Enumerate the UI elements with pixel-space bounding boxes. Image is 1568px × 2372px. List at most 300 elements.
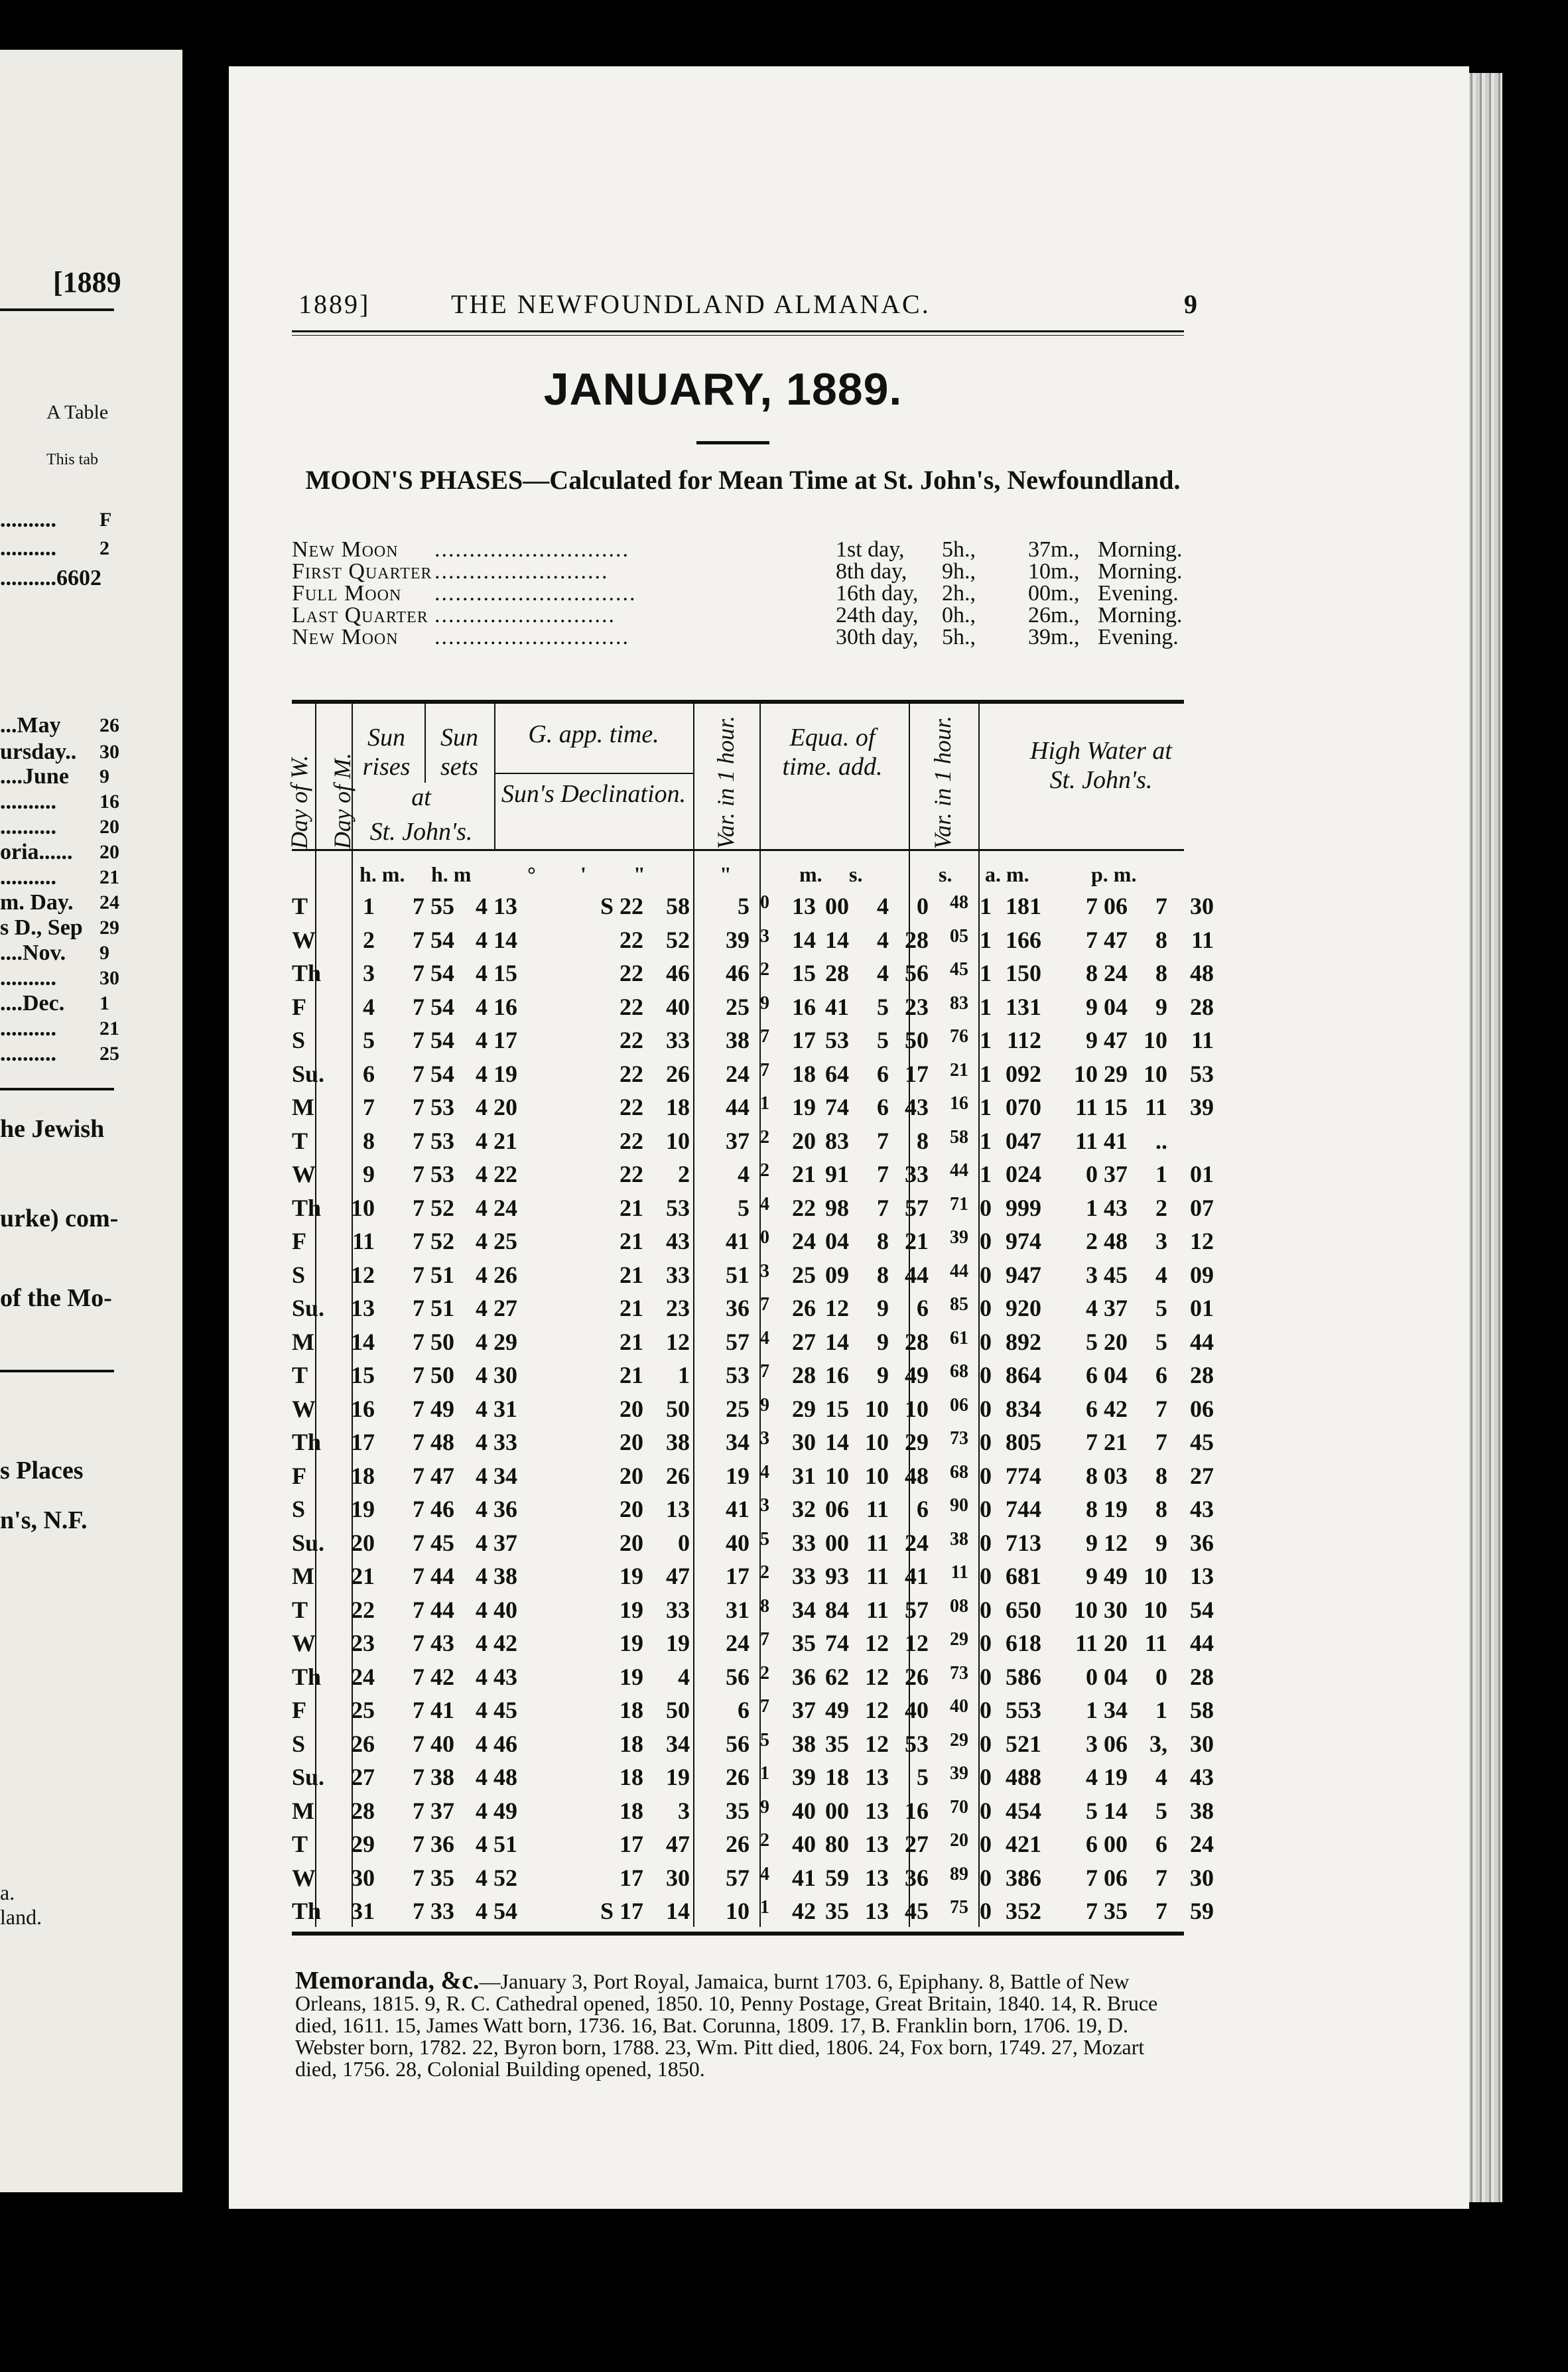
- cell-var-a-frac: 16: [825, 1362, 849, 1388]
- cell-decl-sec: 5: [738, 893, 750, 919]
- cell-hw-am: 6 00: [1086, 1831, 1128, 1857]
- table-row: [292, 1495, 1214, 1522]
- cell-var-a-frac: 14: [825, 1429, 849, 1455]
- cell-hw-pm-h: 1: [1155, 1697, 1167, 1723]
- cell-sunset: 4 21: [476, 1127, 517, 1154]
- cell-var-b-frac: 947: [1006, 1261, 1041, 1288]
- cell-eq-min: 7: [877, 1127, 889, 1154]
- cell-sunrise: 7 53: [413, 1127, 454, 1154]
- cell-var-a-int: 31: [792, 1462, 816, 1489]
- cell-day-of-month: 16: [351, 1395, 375, 1422]
- cell-var-b-int: 1: [980, 893, 992, 919]
- left-header-rule: [0, 308, 114, 311]
- cell-eq-sec: 49: [905, 1362, 929, 1388]
- cell-hw-pm-m: 09: [1190, 1261, 1214, 1288]
- table-row: [292, 1160, 1214, 1187]
- cell-var-b-int: 0: [980, 1462, 992, 1489]
- cell-decl-frac: 3: [760, 1495, 769, 1516]
- table-row: [292, 1528, 1214, 1556]
- cell-sunset: 4 49: [476, 1797, 517, 1824]
- cell-var-b-frac: 070: [1006, 1094, 1041, 1120]
- cell-day-of-month: 1: [363, 893, 375, 919]
- cell-decl-sec: 46: [726, 960, 750, 986]
- cell-decl-sec: 25: [726, 993, 750, 1020]
- header-st-johns: St. John's.: [369, 818, 473, 846]
- cell-hw-pm-m: 28: [1190, 1362, 1214, 1388]
- cell-eq-sec: 21: [905, 1228, 929, 1254]
- cell-decl-min: 34: [666, 1730, 690, 1757]
- cell-hw-pm-h: 9: [1155, 993, 1167, 1020]
- cell-day-of-month: 22: [351, 1596, 375, 1623]
- cell-var-a-int: 15: [792, 960, 816, 986]
- cell-eq-sec: 36: [905, 1864, 929, 1891]
- cell-hw-pm-m: 59: [1190, 1898, 1214, 1924]
- left-dotted-entry: oria......: [0, 840, 73, 864]
- cell-decl-min: 26: [666, 1060, 690, 1087]
- cell-sunset: 4 38: [476, 1563, 517, 1589]
- cell-hw-am: 8 03: [1086, 1462, 1128, 1489]
- cell-day-of-week: S: [292, 1496, 306, 1522]
- almanac-page: [229, 66, 1469, 2209]
- cell-var-b-frac: 974: [1006, 1228, 1041, 1254]
- cell-var-a-int: 27: [792, 1328, 816, 1355]
- cell-eq-sec: 8: [917, 1127, 929, 1154]
- left-page-fragment: [0, 50, 182, 2192]
- left-dotted-number: F: [99, 509, 112, 531]
- cell-decl-frac: 7: [760, 1361, 769, 1382]
- cell-var-a-frac: 00: [825, 1797, 849, 1824]
- cell-sunrise: 7 45: [413, 1529, 454, 1556]
- moon-phase-time: Morning.: [1098, 603, 1183, 627]
- cell-var-b-frac: 352: [1006, 1898, 1041, 1924]
- cell-sunrise: 7 52: [413, 1228, 454, 1254]
- cell-sunset: 4 19: [476, 1060, 517, 1087]
- cell-decl-deg: 22: [620, 960, 643, 986]
- cell-decl-sec: 19: [726, 1462, 750, 1489]
- cell-eq-min: 11: [866, 1496, 889, 1522]
- cell-var-a-frac: 59: [825, 1864, 849, 1891]
- cell-var-b-frac: 920: [1006, 1295, 1041, 1321]
- cell-sunrise: 7 54: [413, 1027, 454, 1053]
- moon-phase-time: Morning.: [1098, 559, 1183, 584]
- cell-day-of-week: T: [292, 1362, 308, 1388]
- cell-var-a-frac: 09: [825, 1261, 849, 1288]
- cell-sunset: 4 42: [476, 1630, 517, 1656]
- cell-decl-sec: 44: [726, 1094, 750, 1120]
- cell-decl-min: 43: [666, 1228, 690, 1254]
- cell-var-a-frac: 83: [825, 1127, 849, 1154]
- cell-day-of-month: 28: [351, 1797, 375, 1824]
- cell-sunset: 4 29: [476, 1328, 517, 1355]
- cell-sunset: 4 34: [476, 1462, 517, 1489]
- cell-decl-frac: 1: [760, 1093, 769, 1114]
- cell-var-a-frac: 14: [825, 1328, 849, 1355]
- cell-day-of-week: Th: [292, 1898, 322, 1924]
- col-line: [425, 703, 426, 783]
- moon-phase-row: [292, 625, 1194, 650]
- cell-var-a-frac: 18: [825, 1764, 849, 1790]
- cell-sunrise: 7 36: [413, 1831, 454, 1857]
- cell-var-b-frac: 488: [1006, 1764, 1041, 1790]
- cell-decl-sec: 4: [738, 1161, 750, 1187]
- cell-day-of-month: 19: [351, 1496, 375, 1522]
- cell-hw-pm-m: 01: [1190, 1295, 1214, 1321]
- cell-decl-sec: 53: [726, 1362, 750, 1388]
- cell-hw-am: 8 24: [1086, 960, 1128, 986]
- table-row: [292, 925, 1214, 953]
- cell-decl-sec: 57: [726, 1328, 750, 1355]
- cell-eq-sec: 45: [905, 1898, 929, 1924]
- cell-hw-am: 2 48: [1086, 1228, 1128, 1254]
- cell-decl-frac: 8: [760, 1595, 769, 1616]
- cell-decl-frac: 3: [760, 1260, 769, 1282]
- cell-var-a-int: 20: [792, 1127, 816, 1154]
- moon-phase-day: 24th day,: [836, 603, 919, 627]
- moon-phase-dots: ............................: [434, 537, 629, 562]
- cell-eq-sec: 16: [905, 1797, 929, 1824]
- cell-decl-frac: 9: [760, 992, 769, 1014]
- cell-var-a-frac: 74: [825, 1630, 849, 1656]
- cell-var-a-frac: 14: [825, 926, 849, 953]
- cell-day-of-week: F: [292, 1228, 306, 1254]
- cell-day-of-month: 21: [351, 1563, 375, 1589]
- cell-sunset: 4 27: [476, 1295, 517, 1321]
- cell-decl-min: 50: [666, 1395, 690, 1422]
- left-dotted-entry: ....Nov.: [0, 941, 66, 965]
- cell-day-of-month: 20: [351, 1529, 375, 1556]
- cell-hw-pm-h: 7: [1155, 1864, 1167, 1891]
- cell-var-a-int: 42: [792, 1898, 816, 1924]
- cell-hw-pm-h: 1: [1155, 1161, 1167, 1187]
- cell-decl-sec: 31: [726, 1596, 750, 1623]
- cell-sunset: 4 24: [476, 1194, 517, 1221]
- cell-sunrise: 7 44: [413, 1596, 454, 1623]
- left-dotted-entry: m. Day.: [0, 890, 74, 915]
- cell-decl-frac: 9: [760, 1394, 769, 1416]
- memoranda-text: —January 3, Port Royal, Jamaica, burnt 1703. 6, Epiphany. 8, Battle of New Orleans, 1815. 9, R. C. Cathedral opened, 1850. 10, Penny Postage, Great Britain, 1840. 14, R. Bruce died, 1611. 15, James Watt born, 1736. 16, Bat. Corunna, 1809. 17, B. Franklin born, 1706. 19, D. Webster born, 1782. 22, Byron born, 1788. 23, Wm. Pitt died, 1806. 24, Fox born, 1749. 27, Mozart died, 1756. 28, Colonial Building opened, 1850.: [295, 1969, 1158, 2081]
- cell-day-of-month: 24: [351, 1663, 375, 1690]
- cell-decl-min: 19: [666, 1764, 690, 1790]
- cell-var-b-int: 0: [980, 1328, 992, 1355]
- cell-hw-pm-h: 10: [1143, 1027, 1167, 1053]
- cell-var-b-frac: 181: [1006, 893, 1041, 919]
- cell-sunset: 4 26: [476, 1261, 517, 1288]
- cell-hw-am: 11 15: [1075, 1094, 1128, 1120]
- cell-hw-pm-h: 8: [1155, 1462, 1167, 1489]
- left-dotted-number: 9: [99, 942, 109, 964]
- left-line: A Table: [46, 401, 109, 423]
- cell-var-a-int: 36: [792, 1663, 816, 1690]
- cell-var-b-frac: 618: [1006, 1630, 1041, 1656]
- cell-sunset: 4 22: [476, 1161, 517, 1187]
- cell-hw-pm-m: 44: [1190, 1630, 1214, 1656]
- cell-decl-deg: 22: [620, 1127, 643, 1154]
- cell-decl-deg: 22: [620, 1027, 643, 1053]
- cell-decl-min: 18: [666, 1094, 690, 1120]
- cell-hw-am: 9 47: [1086, 1027, 1128, 1053]
- cell-var-b-frac: 092: [1006, 1060, 1041, 1087]
- cell-decl-min: 13: [666, 1496, 690, 1522]
- cell-hw-pm-m: 30: [1190, 893, 1214, 919]
- cell-hw-pm-m: 53: [1190, 1060, 1214, 1087]
- cell-eq-sec: 24: [905, 1529, 929, 1556]
- cell-var-b-frac: 713: [1006, 1529, 1041, 1556]
- cell-eq-frac: 48: [950, 892, 968, 913]
- cell-eq-frac: 39: [950, 1227, 968, 1248]
- cell-hw-pm-h: 9: [1155, 1529, 1167, 1556]
- cell-hw-pm-h: 4: [1155, 1261, 1167, 1288]
- unit-hw-p: p. m.: [1091, 862, 1137, 886]
- cell-decl-sec: 25: [726, 1395, 750, 1422]
- table-row: [292, 1562, 1214, 1589]
- cell-hw-pm-h: 7: [1155, 1898, 1167, 1924]
- cell-sunset: 4 45: [476, 1697, 517, 1723]
- left-dotted-entry: ..........: [0, 789, 56, 814]
- cell-eq-sec: 10: [905, 1395, 929, 1422]
- cell-var-a-int: 38: [792, 1730, 816, 1757]
- cell-var-a-int: 33: [792, 1529, 816, 1556]
- cell-decl-deg: 21: [620, 1362, 643, 1388]
- cell-eq-min: 6: [877, 1060, 889, 1087]
- cell-var-b-frac: 892: [1006, 1328, 1041, 1355]
- cell-day-of-month: 17: [351, 1429, 375, 1455]
- left-dotted-entry: ....Dec.: [0, 991, 65, 1016]
- cell-var-a-int: 26: [792, 1295, 816, 1321]
- cell-decl-frac: 2: [760, 1126, 769, 1148]
- table-row: [292, 1327, 1214, 1355]
- cell-day-of-week: F: [292, 1697, 306, 1723]
- left-dotted-number: 9: [99, 765, 109, 787]
- cell-var-a-frac: 00: [825, 893, 849, 919]
- cell-day-of-week: Th: [292, 1663, 322, 1690]
- cell-var-b-int: 0: [980, 1697, 992, 1723]
- cell-eq-min: 10: [865, 1429, 889, 1455]
- cell-eq-sec: 50: [905, 1027, 929, 1053]
- cell-hw-pm-m: 43: [1190, 1496, 1214, 1522]
- cell-decl-min: 52: [666, 926, 690, 953]
- cell-decl-frac: 0: [760, 1227, 769, 1248]
- cell-hw-pm-m: 48: [1190, 960, 1214, 986]
- left-dotted-entry: ....June: [0, 764, 69, 789]
- cell-hw-pm-m: 11: [1191, 926, 1214, 953]
- cell-decl-frac: 7: [760, 1696, 769, 1717]
- cell-decl-sec: 6: [738, 1697, 750, 1723]
- cell-eq-frac: 70: [950, 1796, 968, 1817]
- cell-eq-sec: 57: [905, 1194, 929, 1221]
- cell-sunrise: 7 42: [413, 1663, 454, 1690]
- cell-hw-am: 11 20: [1075, 1630, 1128, 1656]
- cell-decl-min: 14: [666, 1898, 690, 1924]
- cell-decl-min: 3: [678, 1797, 690, 1824]
- cell-var-b-int: 0: [980, 1864, 992, 1891]
- cell-var-b-frac: 047: [1006, 1127, 1041, 1154]
- cell-sunset: 4 13: [476, 893, 517, 919]
- cell-decl-deg: 22: [620, 993, 643, 1020]
- cell-day-of-week: Th: [292, 960, 322, 986]
- header-rule: [292, 330, 1184, 332]
- cell-decl-frac: 5: [760, 1528, 769, 1549]
- cell-var-b-int: 1: [980, 960, 992, 986]
- left-dotted-entry: ..........: [0, 865, 56, 890]
- cell-day-of-week: Su.: [292, 1764, 325, 1790]
- table-row: [292, 1361, 1214, 1388]
- cell-eq-min: 9: [877, 1362, 889, 1388]
- cell-hw-am: 0 37: [1086, 1161, 1128, 1187]
- cell-sunrise: 7 54: [413, 1060, 454, 1087]
- cell-hw-am: 7 47: [1086, 926, 1128, 953]
- cell-eq-sec: 28: [905, 1328, 929, 1355]
- cell-sunset: 4 17: [476, 1027, 517, 1053]
- cell-hw-pm-m: 11: [1191, 1027, 1214, 1053]
- cell-var-a-int: 35: [792, 1630, 816, 1656]
- cell-decl-min: 38: [666, 1429, 690, 1455]
- cell-eq-min: 4: [877, 960, 889, 986]
- left-text: s Places: [0, 1457, 84, 1484]
- cell-hw-pm-m: 54: [1190, 1596, 1214, 1623]
- cell-eq-frac: 71: [950, 1193, 968, 1215]
- moon-phases-heading: MOON'S PHASES—Calculated for Mean Time at St. John's, Newfoundland.: [305, 465, 1181, 495]
- cell-day-of-week: W: [292, 1395, 316, 1422]
- table-row: [292, 1830, 1214, 1857]
- cell-hw-pm-m: 07: [1190, 1194, 1214, 1221]
- cell-decl-deg: 19: [620, 1563, 643, 1589]
- moon-phase-h: 5h.,: [942, 625, 976, 649]
- cell-day-of-week: T: [292, 1831, 308, 1857]
- cell-decl-min: 19: [666, 1630, 690, 1656]
- cell-decl-min: 30: [666, 1864, 690, 1891]
- cell-var-a-frac: 35: [825, 1898, 849, 1924]
- moon-phase-time: Morning.: [1098, 537, 1183, 562]
- cell-eq-min: 11: [866, 1596, 889, 1623]
- left-dotted-entry: ..........: [0, 815, 56, 839]
- cell-sunrise: 7 43: [413, 1630, 454, 1656]
- cell-eq-frac: 44: [950, 1260, 968, 1282]
- cell-var-a-frac: 35: [825, 1730, 849, 1757]
- unit-eq-m: m.: [799, 862, 822, 886]
- cell-var-a-frac: 04: [825, 1228, 849, 1254]
- cell-day-of-week: W: [292, 1161, 316, 1187]
- cell-day-of-week: Su.: [292, 1295, 325, 1321]
- cell-eq-sec: 26: [905, 1663, 929, 1690]
- cell-eq-frac: 06: [950, 1394, 968, 1416]
- cell-sunset: 4 37: [476, 1529, 517, 1556]
- cell-eq-sec: 17: [905, 1060, 929, 1087]
- cell-decl-min: 33: [666, 1027, 690, 1053]
- cell-hw-pm-m: 58: [1190, 1697, 1214, 1723]
- moon-phase-m: 00m.,: [1028, 581, 1080, 606]
- cell-eq-frac: 90: [950, 1495, 968, 1516]
- cell-hw-pm-h: 6: [1155, 1362, 1167, 1388]
- cell-var-b-frac: 681: [1006, 1563, 1041, 1589]
- cell-hw-am: 3 06: [1086, 1730, 1128, 1757]
- cell-var-b-frac: 421: [1006, 1831, 1041, 1857]
- cell-day-of-week: M: [292, 1563, 314, 1589]
- cell-decl-frac: 2: [760, 1160, 769, 1181]
- title-rule: [696, 441, 769, 444]
- table-row: [292, 1294, 1214, 1321]
- table-row: [292, 1796, 1214, 1824]
- cell-decl-deg: 17: [620, 1831, 643, 1857]
- cell-decl-min: 4: [678, 1663, 690, 1690]
- cell-var-a-frac: 64: [825, 1060, 849, 1087]
- table-row: [292, 959, 1214, 986]
- left-text: urke) com-: [0, 1205, 119, 1232]
- cell-eq-frac: 85: [950, 1294, 968, 1315]
- cell-eq-sec: 48: [905, 1462, 929, 1489]
- left-dotted-entry: s D., Sep: [0, 915, 83, 940]
- gapp-sub-rule: [494, 773, 693, 774]
- cell-day-of-week: Su.: [292, 1529, 325, 1556]
- cell-sunset: 4 20: [476, 1094, 517, 1120]
- cell-decl-min: 0: [678, 1529, 690, 1556]
- cell-day-of-week: Su.: [292, 1060, 325, 1087]
- cell-day-of-week: T: [292, 1596, 308, 1623]
- left-dotted-number: 29: [99, 917, 119, 939]
- cell-day-of-month: 13: [351, 1295, 375, 1321]
- cell-sunset: 4 36: [476, 1496, 517, 1522]
- cell-hw-pm-m: 12: [1190, 1228, 1214, 1254]
- table-row: [292, 1193, 1214, 1221]
- cell-hw-am: 10 30: [1074, 1596, 1128, 1623]
- cell-var-b-int: 0: [980, 1898, 992, 1924]
- cell-decl-sec: 41: [726, 1228, 750, 1254]
- cell-decl-sec: 24: [726, 1060, 750, 1087]
- cell-var-b-int: 1: [980, 1060, 992, 1087]
- cell-hw-am: 7 21: [1086, 1429, 1128, 1455]
- table-row: [292, 1428, 1214, 1455]
- cell-eq-min: 11: [866, 1563, 889, 1589]
- header-day-of-week: Day of W.: [286, 755, 312, 849]
- cell-eq-min: 12: [865, 1697, 889, 1723]
- cell-decl-deg: 21: [620, 1328, 643, 1355]
- left-dotted-number: 2: [99, 537, 109, 559]
- cell-day-of-week: Th: [292, 1194, 322, 1221]
- cell-var-b-frac: 386: [1006, 1864, 1041, 1891]
- cell-eq-sec: 0: [917, 893, 929, 919]
- moon-phase-day: 16th day,: [836, 581, 919, 606]
- cell-day-of-week: S: [292, 1261, 306, 1288]
- cell-decl-deg: 20: [620, 1462, 643, 1489]
- table-row: [292, 1260, 1214, 1288]
- cell-eq-min: 11: [866, 1529, 889, 1556]
- cell-var-b-int: 0: [980, 1663, 992, 1690]
- cell-day-of-month: 14: [351, 1328, 375, 1355]
- cell-hw-pm-h: ..: [1155, 1127, 1167, 1154]
- header-equation-of-time: Equa. of time. add.: [782, 724, 883, 781]
- cell-hw-am: 1 43: [1086, 1194, 1128, 1221]
- cell-eq-sec: 57: [905, 1596, 929, 1623]
- cell-decl-frac: 5: [760, 1729, 769, 1750]
- table-row: [292, 892, 1214, 919]
- cell-hw-pm-h: 11: [1144, 1094, 1167, 1120]
- cell-hw-pm-h: 5: [1155, 1295, 1167, 1321]
- cell-var-b-int: 1: [980, 1094, 992, 1120]
- header-g-app-time: G. app. time.: [528, 720, 659, 748]
- cell-var-b-int: 0: [980, 1730, 992, 1757]
- cell-hw-pm-h: 8: [1155, 1496, 1167, 1522]
- moon-phase-name: New Moon: [292, 625, 399, 649]
- cell-eq-min: 12: [865, 1630, 889, 1656]
- cell-var-a-int: 40: [792, 1831, 816, 1857]
- cell-decl-deg: S 17: [600, 1898, 643, 1924]
- cell-hw-pm-m: 24: [1190, 1831, 1214, 1857]
- cell-day-of-week: T: [292, 893, 308, 919]
- unit-var: ": [720, 862, 732, 886]
- table-row: [292, 992, 1214, 1020]
- cell-var-a-frac: 10: [825, 1462, 849, 1489]
- cell-hw-pm-h: 11: [1144, 1630, 1167, 1656]
- cell-eq-frac: 11: [950, 1562, 968, 1583]
